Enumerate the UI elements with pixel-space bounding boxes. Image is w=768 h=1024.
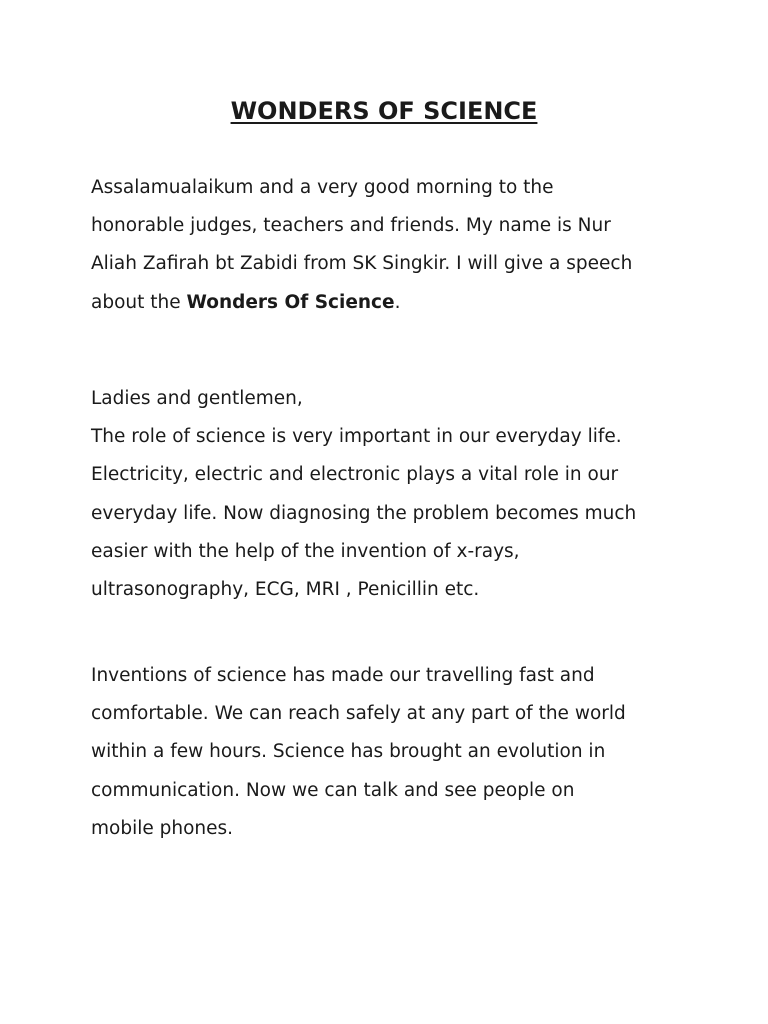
intro-line: Assalamualaikum and a very good morning to the xyxy=(91,177,554,198)
travel-line: mobile phones. xyxy=(91,817,234,839)
intro-last-line xyxy=(91,284,691,322)
role-line: Electricity, electric and electronic plays a vital role in our xyxy=(91,464,619,486)
intro-paragraph xyxy=(91,169,691,322)
role-line: everyday life. Now diagnosing the problem becomes much xyxy=(91,502,637,524)
travel-line: communication. Now we can talk and see people on xyxy=(91,779,575,801)
travel-line: within a few hours. Science has brought an evolution in xyxy=(91,741,606,763)
role-line: Ladies and gentlemen, xyxy=(91,388,303,409)
document-title xyxy=(0,93,768,129)
travel-line: Inventions of science has made our travelling fast and xyxy=(91,665,595,686)
role-line: The role of science is very important in our everyday life. xyxy=(91,426,622,448)
document-title-text: WONDERS OF SCIENCE xyxy=(230,97,538,125)
science-travel-paragraph xyxy=(91,657,691,848)
role-line: easier with the help of the invention of x-rays, xyxy=(91,540,520,562)
role-line: ultrasonography, ECG, MRI , Penicillin etc. xyxy=(91,578,480,600)
travel-line: comfortable. We can reach safely at any part of the world xyxy=(91,703,626,725)
science-role-paragraph xyxy=(91,380,691,609)
intro-last-prefix: about the xyxy=(91,291,187,313)
intro-line: honorable judges, teachers and friends. My name is Nur xyxy=(91,215,611,237)
intro-last-suffix: . xyxy=(394,291,401,313)
intro-line: Aliah Zafirah bt Zabidi from SK Singkir. I will give a speech xyxy=(91,253,633,275)
speech-topic-bold: Wonders Of Science xyxy=(186,291,395,313)
